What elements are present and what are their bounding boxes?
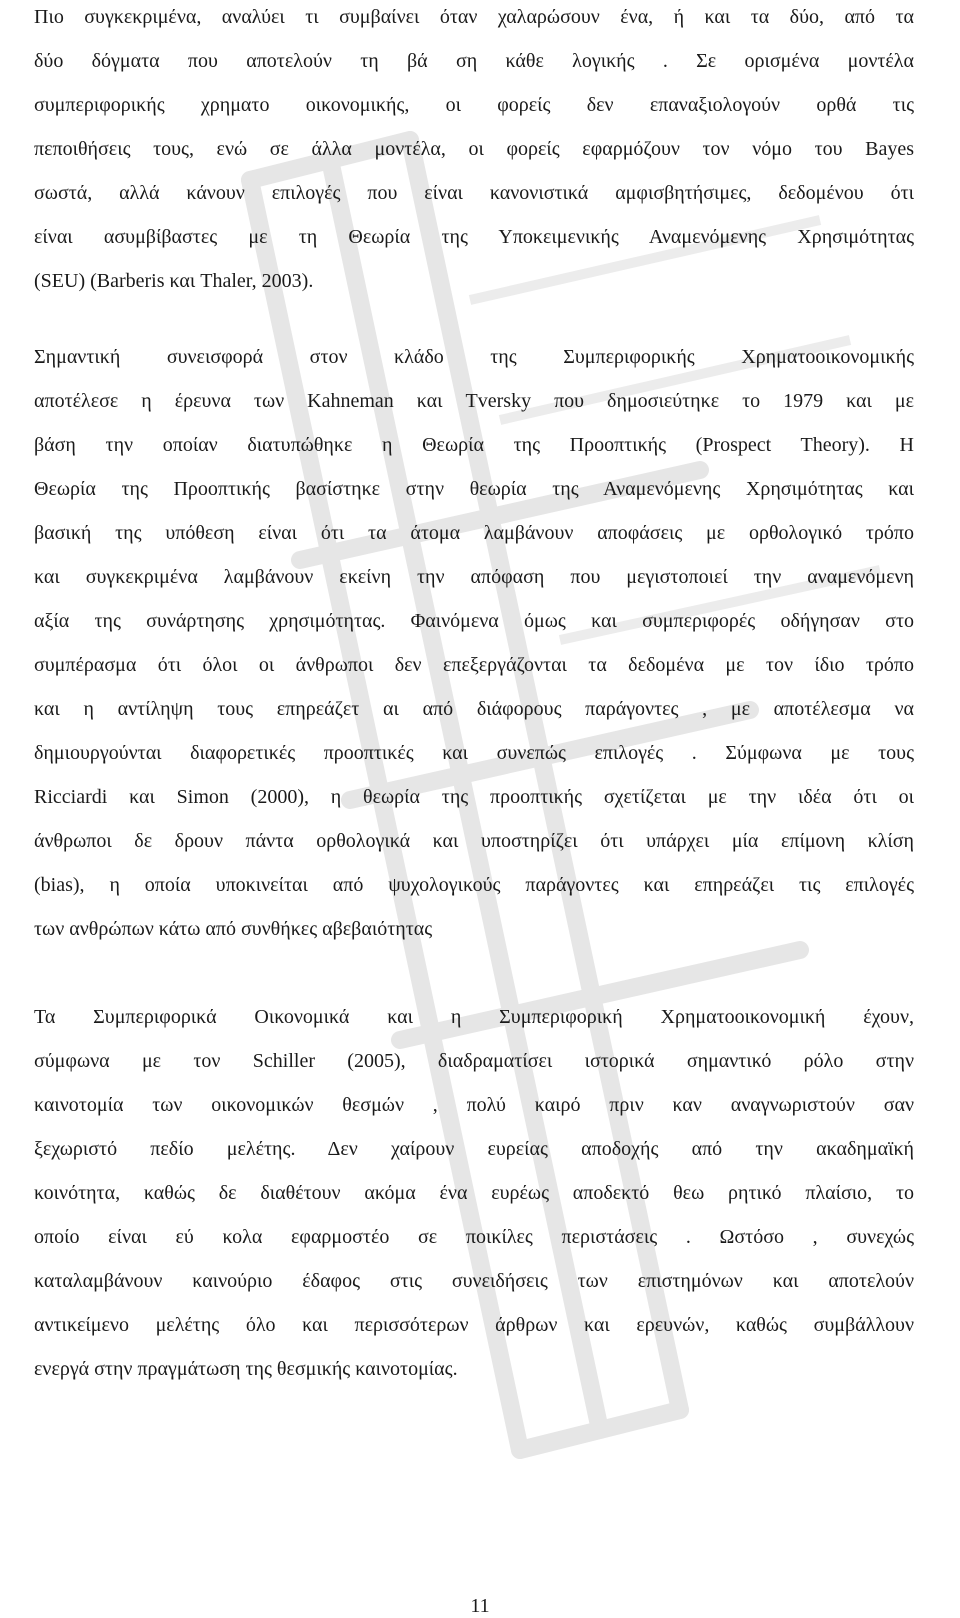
text-line: δύο δόγματα που αποτελούν τη βά ση κάθε λογικής . Σε ορισμένα μοντέλα — [34, 50, 914, 72]
text-line: άνθρωποι δε δρουν πάντα ορθολογικά και υποστηρίζει ότι υπάρχει μία επίμονη κλίση — [34, 830, 914, 852]
text-line: κοινότητα, καθώς δε διαθέτουν ακόμα ένα ευρέως αποδεκτό θεω ρητικό πλαίσιο, το — [34, 1182, 914, 1204]
text-line: Πιο συγκεκριμένα, αναλύει τι συμβαίνει όταν χαλαρώσουν ένα, ή και τα δύο, από τα — [34, 6, 914, 28]
page-number: 11 — [470, 1595, 490, 1617]
text-line: και η αντίληψη τους επηρεάζετ αι από διάφορους παράγοντες , με αποτέλεσμα να — [34, 698, 914, 720]
text-line: ενεργά στην πραγμάτωση της θεσμικής καινοτομίας. — [34, 1358, 458, 1380]
text-line: Θεωρία της Προοπτικής βασίστηκε στην θεωρία της Αναμενόμενης Χρησιμότητας και — [34, 478, 914, 500]
text-line: (bias), η οποία υποκινείται από ψυχολογικούς παράγοντες και επηρεάζει τις επιλογές — [34, 874, 914, 896]
text-line: βάση την οποίαν διατυπώθηκε η Θεωρία της Προοπτικής (Prospect Theory). Η — [34, 434, 914, 456]
text-line: ξεχωριστό πεδίο μελέτης. Δεν χαίρουν ευρείας αποδοχής από την ακαδημαϊκή — [34, 1138, 914, 1160]
text-line: των ανθρώπων κάτω από συνθήκες αβεβαιότητας — [34, 918, 433, 940]
text-line: καινοτομία των οικονομικών θεσμών , πολύ καιρό πριν καν αναγνωριστούν σαν — [34, 1094, 914, 1116]
text-line: και συγκεκριμένα λαμβάνουν εκείνη την απόφαση που μεγιστοποιεί την αναμενόμενη — [34, 566, 914, 588]
text-line: (SEU) (Barberis και Thaler, 2003). — [34, 270, 314, 292]
text-line: αξία της συνάρτησης χρησιμότητας. Φαινόμενα όμως και συμπεριφορές οδήγησαν στο — [34, 610, 914, 632]
text-line: σύμφωνα με τον Schiller (2005), διαδραματίσει ιστορικά σημαντικό ρόλο στην — [34, 1050, 914, 1072]
text-line: συμπεριφορικής χρηματο οικονομικής, οι φορείς δεν επαναξιολογούν ορθά τις — [34, 94, 914, 116]
text-line: είναι ασυμβίβαστες με τη Θεωρία της Υποκειμενικής Αναμενόμενης Χρησιμότητας — [34, 226, 914, 248]
text-line: αποτέλεσε η έρευνα των Kahneman και Tversky που δημοσιεύτηκε το 1979 και με — [34, 390, 914, 412]
text-line: συμπέρασμα ότι όλοι οι άνθρωποι δεν επεξεργάζονται τα δεδομένα με τον ίδιο τρόπο — [34, 654, 914, 676]
text-line: σωστά, αλλά κάνουν επιλογές που είναι κανονιστικά αμφισβητήσιμες, δεδομένου ότι — [34, 182, 914, 204]
text-line: οποίο είναι εύ κολα εφαρμοστέο σε ποικίλες περιστάσεις . Ωστόσο , συνεχώς — [34, 1226, 914, 1248]
text-line: Ricciardi και Simon (2000), η θεωρία της προοπτικής σχετίζεται με την ιδέα ότι οι — [34, 786, 914, 808]
text-line: πεποιθήσεις τους, ενώ σε άλλα μοντέλα, οι φορείς εφαρμόζουν τον νόμο του Bayes — [34, 138, 914, 160]
text-line: Τα Συμπεριφορικά Οικονομικά και η Συμπεριφορική Χρηματοοικονομική έχουν, — [34, 1006, 914, 1028]
text-line: καταλαμβάνουν καινούριο έδαφος στις συνειδήσεις των επιστημόνων και αποτελούν — [34, 1270, 914, 1292]
text-line: βασική της υπόθεση είναι ότι τα άτομα λαμβάνουν αποφάσεις με ορθολογικό τρόπο — [34, 522, 914, 544]
text-line: αντικείμενο μελέτης όλο και περισσότερων άρθρων και ερευνών, καθώς συμβάλλουν — [34, 1314, 914, 1336]
text-line: Σημαντική συνεισφορά στον κλάδο της Συμπεριφορικής Χρηματοοικονομικής — [34, 346, 914, 368]
text-line: δημιουργούνται διαφορετικές προοπτικές και συνεπώς επιλογές . Σύμφωνα με τους — [34, 742, 914, 764]
